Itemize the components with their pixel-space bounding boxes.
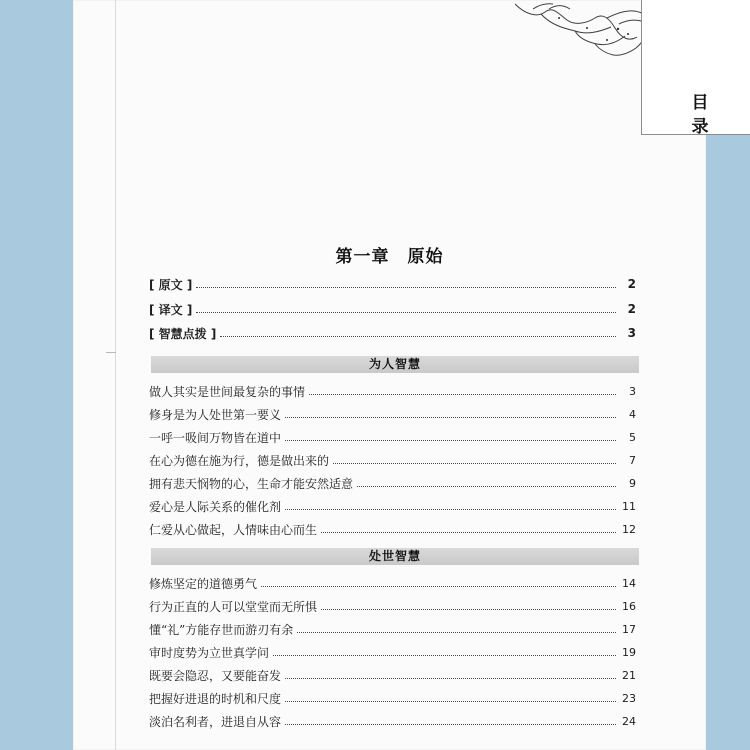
toc-entry-title: 把握好进退的时机和尺度	[149, 691, 282, 706]
toc-entry[interactable]	[149, 324, 636, 342]
toc-entry-title: 审时度势为立世真学问	[149, 645, 270, 660]
toc-entry[interactable]	[149, 497, 636, 515]
toc-entry-title: 一呼一吸间万物皆在道中	[149, 430, 282, 445]
dot-leader	[321, 599, 616, 610]
toc-entry-title: 在心为德在施为行，德是做出来的	[149, 453, 330, 468]
dot-leader	[285, 499, 616, 510]
dot-leader	[297, 622, 616, 633]
page-margin-line	[115, 0, 116, 750]
toc-entry[interactable]	[149, 643, 636, 661]
dot-leader	[285, 407, 616, 418]
toc-entry[interactable]	[149, 689, 636, 707]
chapter-title: 第一章 原始	[335, 247, 444, 267]
toc-entry-title: 懂“礼”方能存世而游刃有余	[149, 622, 294, 637]
dot-leader	[273, 645, 616, 656]
dot-leader	[261, 576, 616, 587]
dot-leader	[321, 522, 616, 533]
toc-page-number: 9	[629, 476, 636, 490]
dot-leader	[196, 277, 616, 288]
toc-entry[interactable]	[149, 597, 636, 615]
side-tab-char-1: 目	[691, 93, 709, 113]
dot-leader	[285, 691, 616, 702]
margin-tick-mark	[106, 352, 116, 353]
toc-entry-title: 爱心是人际关系的催化剂	[149, 499, 282, 514]
toc-entry[interactable]	[149, 300, 636, 318]
section-header-bar: 为人智慧	[151, 356, 639, 373]
toc-entry[interactable]	[149, 405, 636, 423]
toc-entry-title: 淡泊名利者，进退自从容	[149, 714, 282, 729]
toc-page-number: 11	[622, 499, 636, 513]
toc-page-number: 21	[622, 668, 636, 682]
dot-leader	[357, 476, 616, 487]
toc-entry-title: [ 原文 ]	[149, 277, 193, 292]
toc-page-number: 19	[622, 645, 636, 659]
toc-page-number: 7	[629, 453, 636, 467]
toc-entry[interactable]	[149, 712, 636, 730]
toc-entry-title: 拥有悲天悯物的心，生命才能安然适意	[149, 476, 354, 491]
toc-page-number: 12	[622, 522, 636, 536]
toc-entry-title: [ 智慧点拨 ]	[149, 326, 217, 341]
toc-page-number: 2	[627, 277, 636, 291]
toc-entry[interactable]	[149, 574, 636, 592]
dot-leader	[333, 453, 616, 464]
dot-leader	[220, 326, 616, 337]
toc-entry[interactable]	[149, 382, 636, 400]
toc-entry[interactable]	[149, 451, 636, 469]
toc-entry[interactable]	[149, 620, 636, 638]
toc-entry-title: 做人其实是世间最复杂的事情	[149, 384, 306, 399]
toc-entry[interactable]	[149, 666, 636, 684]
dot-leader	[309, 384, 616, 395]
toc-page-number: 4	[629, 407, 636, 421]
toc-entry-title: 修炼坚定的道德勇气	[149, 576, 258, 591]
side-tab-char-2: 录	[691, 117, 709, 137]
toc-page-number: 23	[622, 691, 636, 705]
dot-leader	[196, 302, 616, 313]
table-of-contents-tab	[641, 0, 750, 135]
bird-ornament-icon	[515, 0, 655, 58]
toc-page-number: 16	[622, 599, 636, 613]
toc-entry-title: 行为正直的人可以堂堂而无所惧	[149, 599, 318, 614]
toc-entry[interactable]	[149, 275, 636, 293]
toc-entry[interactable]	[149, 474, 636, 492]
book-page	[73, 0, 709, 750]
toc-page-number: 24	[622, 714, 636, 728]
dot-leader	[285, 668, 616, 679]
toc-entry-title: 既要会隐忍，又要能奋发	[149, 668, 282, 683]
toc-page-number: 3	[627, 326, 636, 340]
toc-page-number: 14	[622, 576, 636, 590]
dot-leader	[285, 714, 616, 725]
toc-entry[interactable]	[149, 428, 636, 446]
toc-entry-title: 修身是为人处世第一要义	[149, 407, 282, 422]
toc-page-number: 17	[622, 622, 636, 636]
toc-page-number: 5	[629, 430, 636, 444]
toc-page-number: 2	[627, 302, 636, 316]
toc-page-number: 3	[629, 384, 636, 398]
toc-entry[interactable]	[149, 520, 636, 538]
section-header-bar: 处世智慧	[151, 548, 639, 565]
dot-leader	[285, 430, 616, 441]
toc-entry-title: 仁爱从心做起，人情味由心而生	[149, 522, 318, 537]
toc-entry-title: [ 译文 ]	[149, 302, 193, 317]
